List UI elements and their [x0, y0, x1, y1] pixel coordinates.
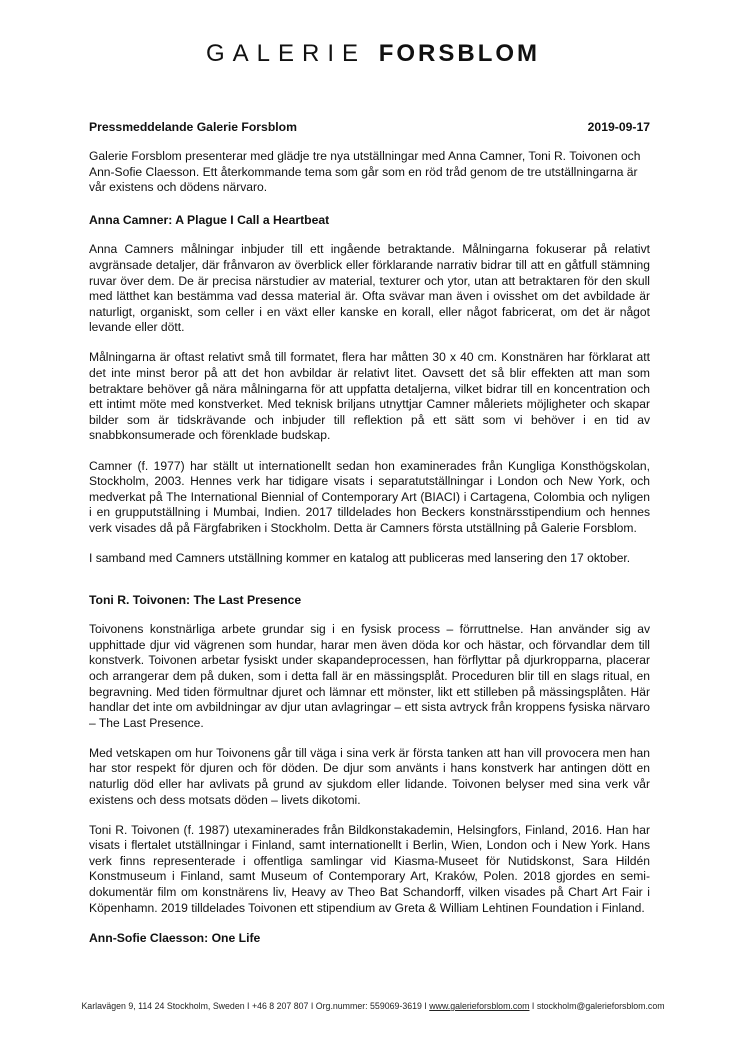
press-header [89, 120, 650, 134]
section-heading-camner: Anna Camner: A Plague I Call a Heartbeat [89, 212, 330, 227]
footer-website-link[interactable]: www.galerieforsblom.com [429, 1001, 530, 1011]
press-release-title: Pressmeddelande Galerie Forsblom [89, 120, 297, 134]
camner-paragraph-4: I samband med Camners utställning kommer en katalog att publiceras med lansering den 17 oktober. [89, 550, 631, 565]
footer-separator: I [529, 1001, 537, 1011]
document-body [89, 149, 650, 960]
logo-light-text: GALERIE [205, 40, 367, 67]
footer-email[interactable]: stockholm@galerieforsblom.com [536, 1001, 665, 1011]
footer-address: Karlavägen 9, 114 24 Stockholm, Sweden I +46 8 207 807 I Org.nummer: 559069-3619 I [81, 1001, 430, 1011]
press-release-date: 2019-09-17 [587, 120, 650, 134]
camner-paragraph-1: Anna Camners målningar inbjuder till ett ingående betraktande. Målningarna fokuserar på relativt avgränsade detaljer, där frånvaron av överblick eller förklarande narrativ bidrar till att en gåtfull stämning ruvar över dem. De är precisa närstudier av material, texturer och ytor, utan att betraktaren för den skull med lätthet kan bestämma vad dessa material är. Ofta svävar man även i ovisshet om det avbildade är naturligt, organiskt, som celler i en växt eller kanske en korall, eller något fabricerat, om det är något levande eller dött. [89, 242, 650, 335]
camner-paragraph-2: Målningarna är oftast relativt små till formatet, flera har måtten 30 x 40 cm. Konstnären har förklarat att det inte minst beror på att det hon avbildar är relativt litet. Oavsett det så blir effekten att man som betraktare behöver gå nära målningarna för att uppfatta detaljerna, vilket bidrar till en koncentration och ett intimt möte med konstverket. Med teknisk briljans utnyttjar Camner måleriets möjligheter och skapar bilder som är tidskrävande och inbjuder till reflektion på ett sätt som vi behöver i en tid av snabbkonsumerade och förenklade budskap. [89, 350, 650, 443]
toivonen-paragraph-3: Toni R. Toivonen (f. 1987) utexaminerades från Bildkonstakademin, Helsingfors, Finland, 2016. Han har visats i flertalet utställningar i Finland, samt internationellt i Berlin, Wien, London och i New York. Hans verk finns representerade i offentliga samlingar vid Kiasma-Museet för Nutidskonst, Sara Hildén Konstmuseum i Finland, samt Museum of Contemporary Art, Kraków, Polen. 2018 gjordes en semi-dokumentär film om konstnärens liv, Heavy av Theo Bat Schandorff, vilken visades på Chart Art Fair i Köpenhamn. 2019 tilldelades Toivonen ett stipendium av Greta & William Lehtinen Foundation i Finland. [89, 822, 650, 915]
footer-contact [0, 1001, 746, 1011]
intro-paragraph: Galerie Forsblom presenterar med glädje tre nya utställningar med Anna Camner, Toni R. Toivonen och Ann-Sofie Claesson. Ett återkommande tema som går som en röd tråd genom de tre utställningarna är vår existens och dödens närvaro. [89, 149, 641, 195]
toivonen-paragraph-2: Med vetskapen om hur Toivonens går till väga i sina verk är första tanken att han vill provocera men han har stor respekt för djuren och för döden. De djur som använts i hans konstverk har antingen dött en naturlig död eller har avlivats på grund av sjukdom eller lidande. Toivonen belyser med sina verk vår existens och dess motsats döden – livets dikotomi. [89, 745, 650, 807]
gallery-logo [0, 40, 746, 68]
section-heading-claesson: Ann-Sofie Claesson: One Life [89, 930, 261, 945]
logo-bold-text: FORSBLOM [378, 40, 541, 67]
section-heading-toivonen: Toni R. Toivonen: The Last Presence [89, 592, 302, 607]
toivonen-paragraph-1: Toivonens konstnärliga arbete grundar sig i en fysisk process – förruttnelse. Han använder sig av upphittade djur vid vägrenen som hundar, harar men även döda kor och hästar, och förvandlar dem till konstverk. Toivonen arbetar fysiskt under skapandeprocessen, han förflyttar på djurkropparna, placerar och arrangerar dem på duken, som i detta fall är en mässingsplåt. Proceduren blir till en slags ritual, en begravning. Med tiden förmultnar djuret och lämnar ett mönster, likt ett stilleben på mässingsplåten. Här handlar det inte om avbildningar av djur utan avlagringar – ett sista avtryck från kroppens fysiska närvaro – The Last Presence. [89, 622, 650, 730]
camner-paragraph-3: Camner (f. 1977) har ställt ut internationellt sedan hon examinerades från Kungliga Konsthögskolan, Stockholm, 2003. Hennes verk har tidigare visats i separatutställningar i London och New York, och medverkat på The International Biennial of Contemporary Art (BIACI) i Cartagena, Colombia och nyligen i en grupputställning i Mumbai, Indien. 2017 tilldelades hon Beckers konstnärsstipendium och hennes verk visades då på Färgfabriken i Stockholm. Detta är Camners första utställning på Galerie Forsblom. [89, 458, 650, 535]
